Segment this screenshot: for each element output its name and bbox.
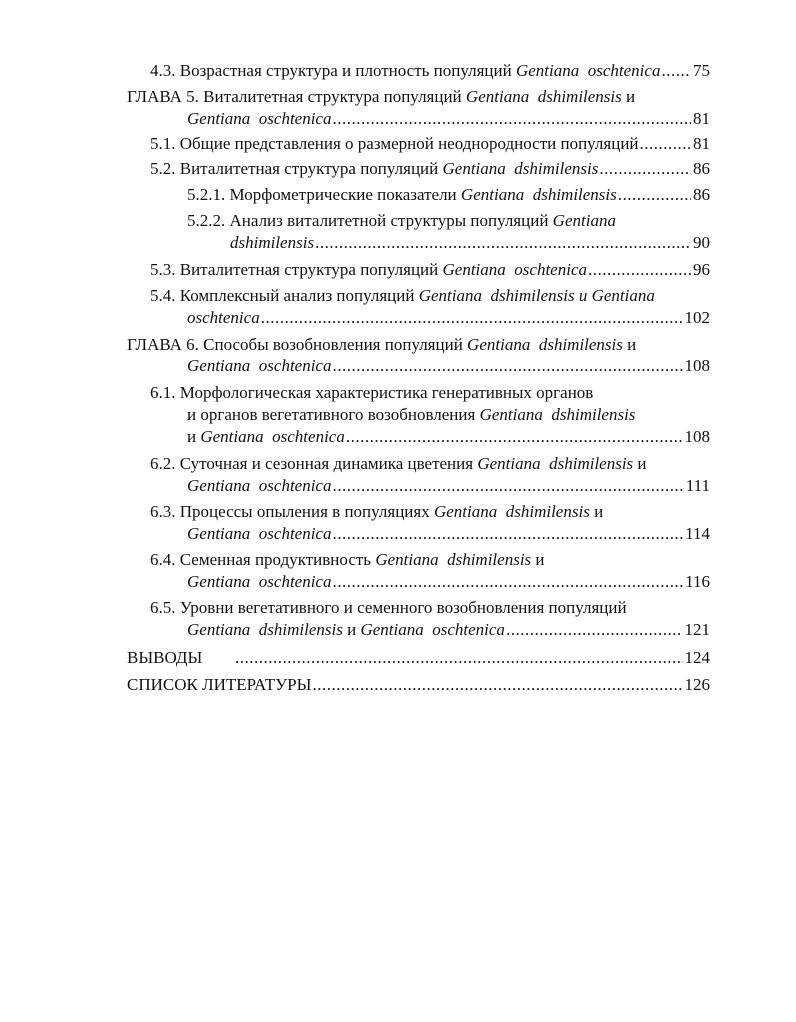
species-name: dshimilensis: [230, 233, 315, 252]
entry-number: 6.1.: [150, 383, 176, 402]
species-name: oschtenica: [258, 356, 332, 375]
entry-number: 6.5.: [150, 598, 176, 617]
genus-name: Gentiana: [442, 260, 506, 279]
entry-conjunction: и: [342, 620, 361, 639]
genus-name: Gentiana: [465, 87, 530, 106]
genus-name: Gentiana: [515, 61, 580, 80]
entry-title: Суточная и сезонная динамика цветения: [179, 454, 478, 473]
genus-name: Gentiana: [442, 159, 506, 178]
page-number: 102: [684, 308, 710, 327]
genus-name: Gentiana: [187, 572, 251, 591]
page-number: 121: [684, 620, 710, 639]
dot-leader: [332, 523, 683, 545]
entry-title: и органов вегетативного возобновления: [187, 405, 480, 424]
page-number: 86: [693, 185, 710, 204]
entry-conjunction: и: [621, 87, 636, 106]
genus-name: Gentiana: [187, 620, 251, 639]
entry-conjunction: и: [589, 502, 604, 521]
dot-leader: [332, 475, 683, 497]
page-number: 90: [693, 233, 710, 252]
entry-number: 5.2.: [150, 159, 176, 178]
entry-number: 5.1.: [150, 134, 176, 153]
genus-name: Gentiana: [460, 185, 525, 204]
entry-number: 4.3.: [150, 61, 176, 80]
species-name: oschtenica: [258, 524, 332, 543]
entry-conjunction: и: [622, 335, 637, 354]
dot-leader: [618, 184, 691, 206]
dot-leader: [332, 355, 682, 377]
dot-leader: [312, 674, 682, 696]
genus-name: Gentiana: [187, 356, 251, 375]
dot-leader: [640, 133, 691, 155]
dot-leader: [661, 60, 691, 82]
genus-name: Gentiana: [467, 335, 531, 354]
entry-title: ВЫВОДЫ: [127, 648, 203, 667]
genus-name: Gentiana: [187, 476, 251, 495]
species-name: dshimilensis и Gentiana: [490, 286, 655, 305]
species-name: oschtenica: [514, 260, 587, 279]
entry-title: Процессы опыления в популяциях: [179, 502, 434, 521]
species-name: oschtenica: [587, 61, 661, 80]
entry-number: 6.3.: [150, 502, 176, 521]
entry-number: ГЛАВА 5.: [127, 87, 199, 106]
dot-leader: [599, 158, 691, 180]
dot-leader: [506, 619, 683, 641]
page-number: 81: [693, 109, 710, 128]
entry-title: Морфометрические показатели: [229, 185, 461, 204]
entry-conjunction: и: [531, 550, 545, 569]
dot-leader: [588, 259, 691, 281]
species-name: oschtenica: [258, 109, 332, 128]
dot-leader: [332, 108, 691, 130]
entry-title: Способы возобновления популяций: [203, 335, 468, 354]
page-number: 81: [693, 134, 710, 153]
page-number: 108: [684, 427, 710, 446]
species-name: oschtenica: [258, 572, 332, 591]
entry-title: Виталитетная структура популяций: [179, 159, 443, 178]
dot-leader: [235, 647, 683, 669]
entry-number: 6.4.: [150, 550, 176, 569]
page-number: 124: [684, 648, 710, 667]
entry-title: и: [187, 427, 201, 446]
species-name: dshimilensis: [538, 335, 623, 354]
entry-title: Общие представления о размерной неоднородности популяций: [179, 134, 639, 153]
genus-name: Gentiana: [187, 524, 251, 543]
page-number: 96: [693, 260, 710, 279]
genus-name: Gentiana: [418, 286, 483, 305]
entry-title: Виталитетная структура популяций: [179, 260, 443, 279]
genus-name: Gentiana: [360, 620, 424, 639]
species-name: dshimilensis: [514, 159, 599, 178]
entry-title: Семенная продуктивность: [179, 550, 376, 569]
dot-leader: [261, 307, 683, 329]
species-name: oschtenica: [272, 427, 345, 446]
page-number: 114: [685, 524, 710, 543]
species-name: oschtenica: [432, 620, 505, 639]
entry-number: ГЛАВА 6.: [127, 335, 199, 354]
species-name: dshimilensis: [258, 620, 343, 639]
entry-number: 5.4.: [150, 286, 176, 305]
entry-number: 5.2.1.: [187, 185, 226, 204]
species-name: dshimilensis: [537, 87, 622, 106]
entry-title: СПИСОК ЛИТЕРАТУРЫ: [127, 675, 312, 694]
genus-name: Gentiana: [187, 109, 251, 128]
page-number: 86: [693, 159, 710, 178]
genus-name: Gentiana: [200, 427, 264, 446]
page-number: 116: [685, 572, 710, 591]
species-name: dshimilensis: [532, 185, 617, 204]
species-name: dshimilensis: [505, 502, 590, 521]
genus-name: Gentiana: [479, 405, 543, 424]
entry-title: Виталитетная структура популяций: [203, 87, 466, 106]
entry-title: Уровни вегетативного и семенного возобновления популяций: [179, 598, 627, 617]
entry-number: 5.2.2.: [187, 211, 226, 230]
genus-name: Gentiana: [375, 550, 439, 569]
page-number: 111: [685, 476, 710, 495]
dot-leader: [332, 571, 683, 593]
entry-title: Морфологическая характеристика генеративных органов: [179, 383, 594, 402]
genus-name: Gentiana: [433, 502, 498, 521]
species-name: dshimilensis: [551, 405, 636, 424]
genus-name: Gentiana: [477, 454, 541, 473]
species-name: dshimilensis: [549, 454, 634, 473]
entry-number: 6.2.: [150, 454, 176, 473]
entry-title: Возрастная структура и плотность популяций: [179, 61, 516, 80]
entry-title: Комплексный анализ популяций: [179, 286, 419, 305]
page-number: 108: [684, 356, 710, 375]
page-number: 75: [693, 61, 710, 80]
entry-conjunction: и: [633, 454, 647, 473]
species-name: oschtenica: [187, 308, 260, 327]
genus-name: Gentiana: [552, 211, 616, 230]
dot-leader: [315, 232, 691, 254]
dot-leader: [346, 426, 683, 448]
entry-number: 5.3.: [150, 260, 176, 279]
page-number: 126: [684, 675, 710, 694]
species-name: oschtenica: [258, 476, 332, 495]
species-name: dshimilensis: [447, 550, 532, 569]
entry-title: Анализ виталитетной структуры популяций: [229, 211, 553, 230]
